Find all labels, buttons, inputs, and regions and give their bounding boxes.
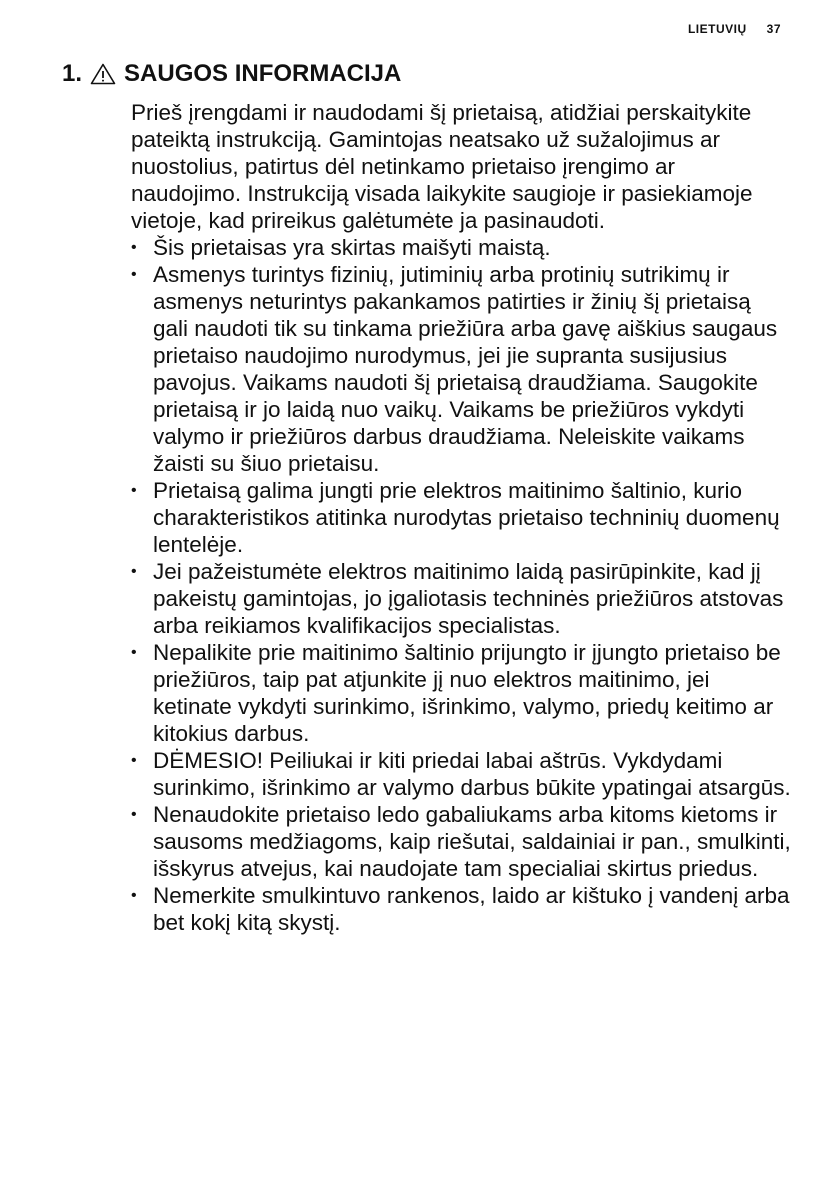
page-header bbox=[688, 22, 781, 36]
bullet-icon: • bbox=[131, 266, 137, 283]
safety-content bbox=[131, 99, 791, 936]
section-number: 1. bbox=[62, 60, 83, 87]
list-item: • Jei pažeistumėte elektros maitinimo laidą pasirūpinkite, kad jį pakeistų gamintojas, jo įgaliotasis techninės priežiūros atstovas arba reikiamos kvalifikacijos specialistas. bbox=[131, 559, 784, 638]
bullet-icon: • bbox=[131, 887, 137, 904]
list-item: • Prietaisą galima jungti prie elektros maitinimo šaltinio, kurio charakteristikos atitinka nurodytas prietaiso techninių duomenų lentelėje. bbox=[131, 478, 780, 557]
bullet-icon: • bbox=[131, 563, 137, 580]
section-title bbox=[62, 60, 401, 88]
header-language: LIETUVIŲ bbox=[687, 22, 747, 36]
safety-list bbox=[131, 234, 791, 936]
intro-paragraph: Prieš įrengdami ir naudodami šį prietaisą, atidžiai perskaitykite pateiktą instrukciją. Gamintojas neatsako už sužalojimus ar nuostolius, patirtus dėl netinkamo prietaiso įrengimo ar naudojimo. Instrukciją visada laikykite saugioje ir pasiekiamoje vietoje, kad prireikus galėtumėte ja pasinaudoti. bbox=[131, 100, 753, 233]
list-item: • DĖMESIO! Peiliukai ir kiti priedai labai aštrūs. Vykdydami surinkimo, išrinkimo ar valymo darbus būkite ypatingai atsargūs. bbox=[131, 748, 791, 800]
list-item: • Šis prietaisas yra skirtas maišyti maistą. bbox=[131, 235, 551, 260]
bullet-icon: • bbox=[131, 806, 137, 823]
list-item: • Nemerkite smulkintuvo rankenos, laido ar kištuko į vandenį arba bet kokį kitą skystį. bbox=[131, 883, 790, 935]
page-number: 37 bbox=[766, 22, 781, 36]
list-item: • Asmenys turintys fizinių, jutiminių arba protinių sutrikimų ir asmenys neturintys pakankamos patirties ir žinių šį prietaisą gali naudoti tik su tinkama priežiūra arba gavę aiškius saugaus prietaiso naudojimo nurodymus, jei jie supranta susijusius pavojus. Vaikams naudoti šį prietaisą draudžiama. Saugokite prietaisą ir jo laidą nuo vaikų. Vaikams be priežiūros vykdyti valymo ir priežiūros darbus draudžiama. Neleiskite vaikams žaisti su šiuo prietaisu. bbox=[131, 262, 778, 476]
bullet-icon: • bbox=[131, 482, 137, 499]
warning-triangle-icon bbox=[90, 63, 116, 85]
list-item: • Nepalikite prie maitinimo šaltinio prijungto ir įjungto prietaiso be priežiūros, taip pat atjunkite jį nuo elektros maitinimo, jei ketinate vykdyti surinkimo, išrinkimo, valymo, priedų keitimo ar kitokius darbus. bbox=[131, 640, 781, 746]
bullet-icon: • bbox=[131, 644, 137, 661]
section-title-text: SAUGOS INFORMACIJA bbox=[124, 60, 402, 87]
bullet-icon: • bbox=[131, 239, 137, 256]
list-item: • Nenaudokite prietaiso ledo gabaliukams arba kitoms kietoms ir sausoms medžiagoms, kaip riešutai, saldainiai ir pan., smulkinti, išskyrus atvejus, kai naudojate tam specialiai skirtus priedus. bbox=[131, 802, 791, 881]
bullet-icon: • bbox=[131, 752, 137, 769]
